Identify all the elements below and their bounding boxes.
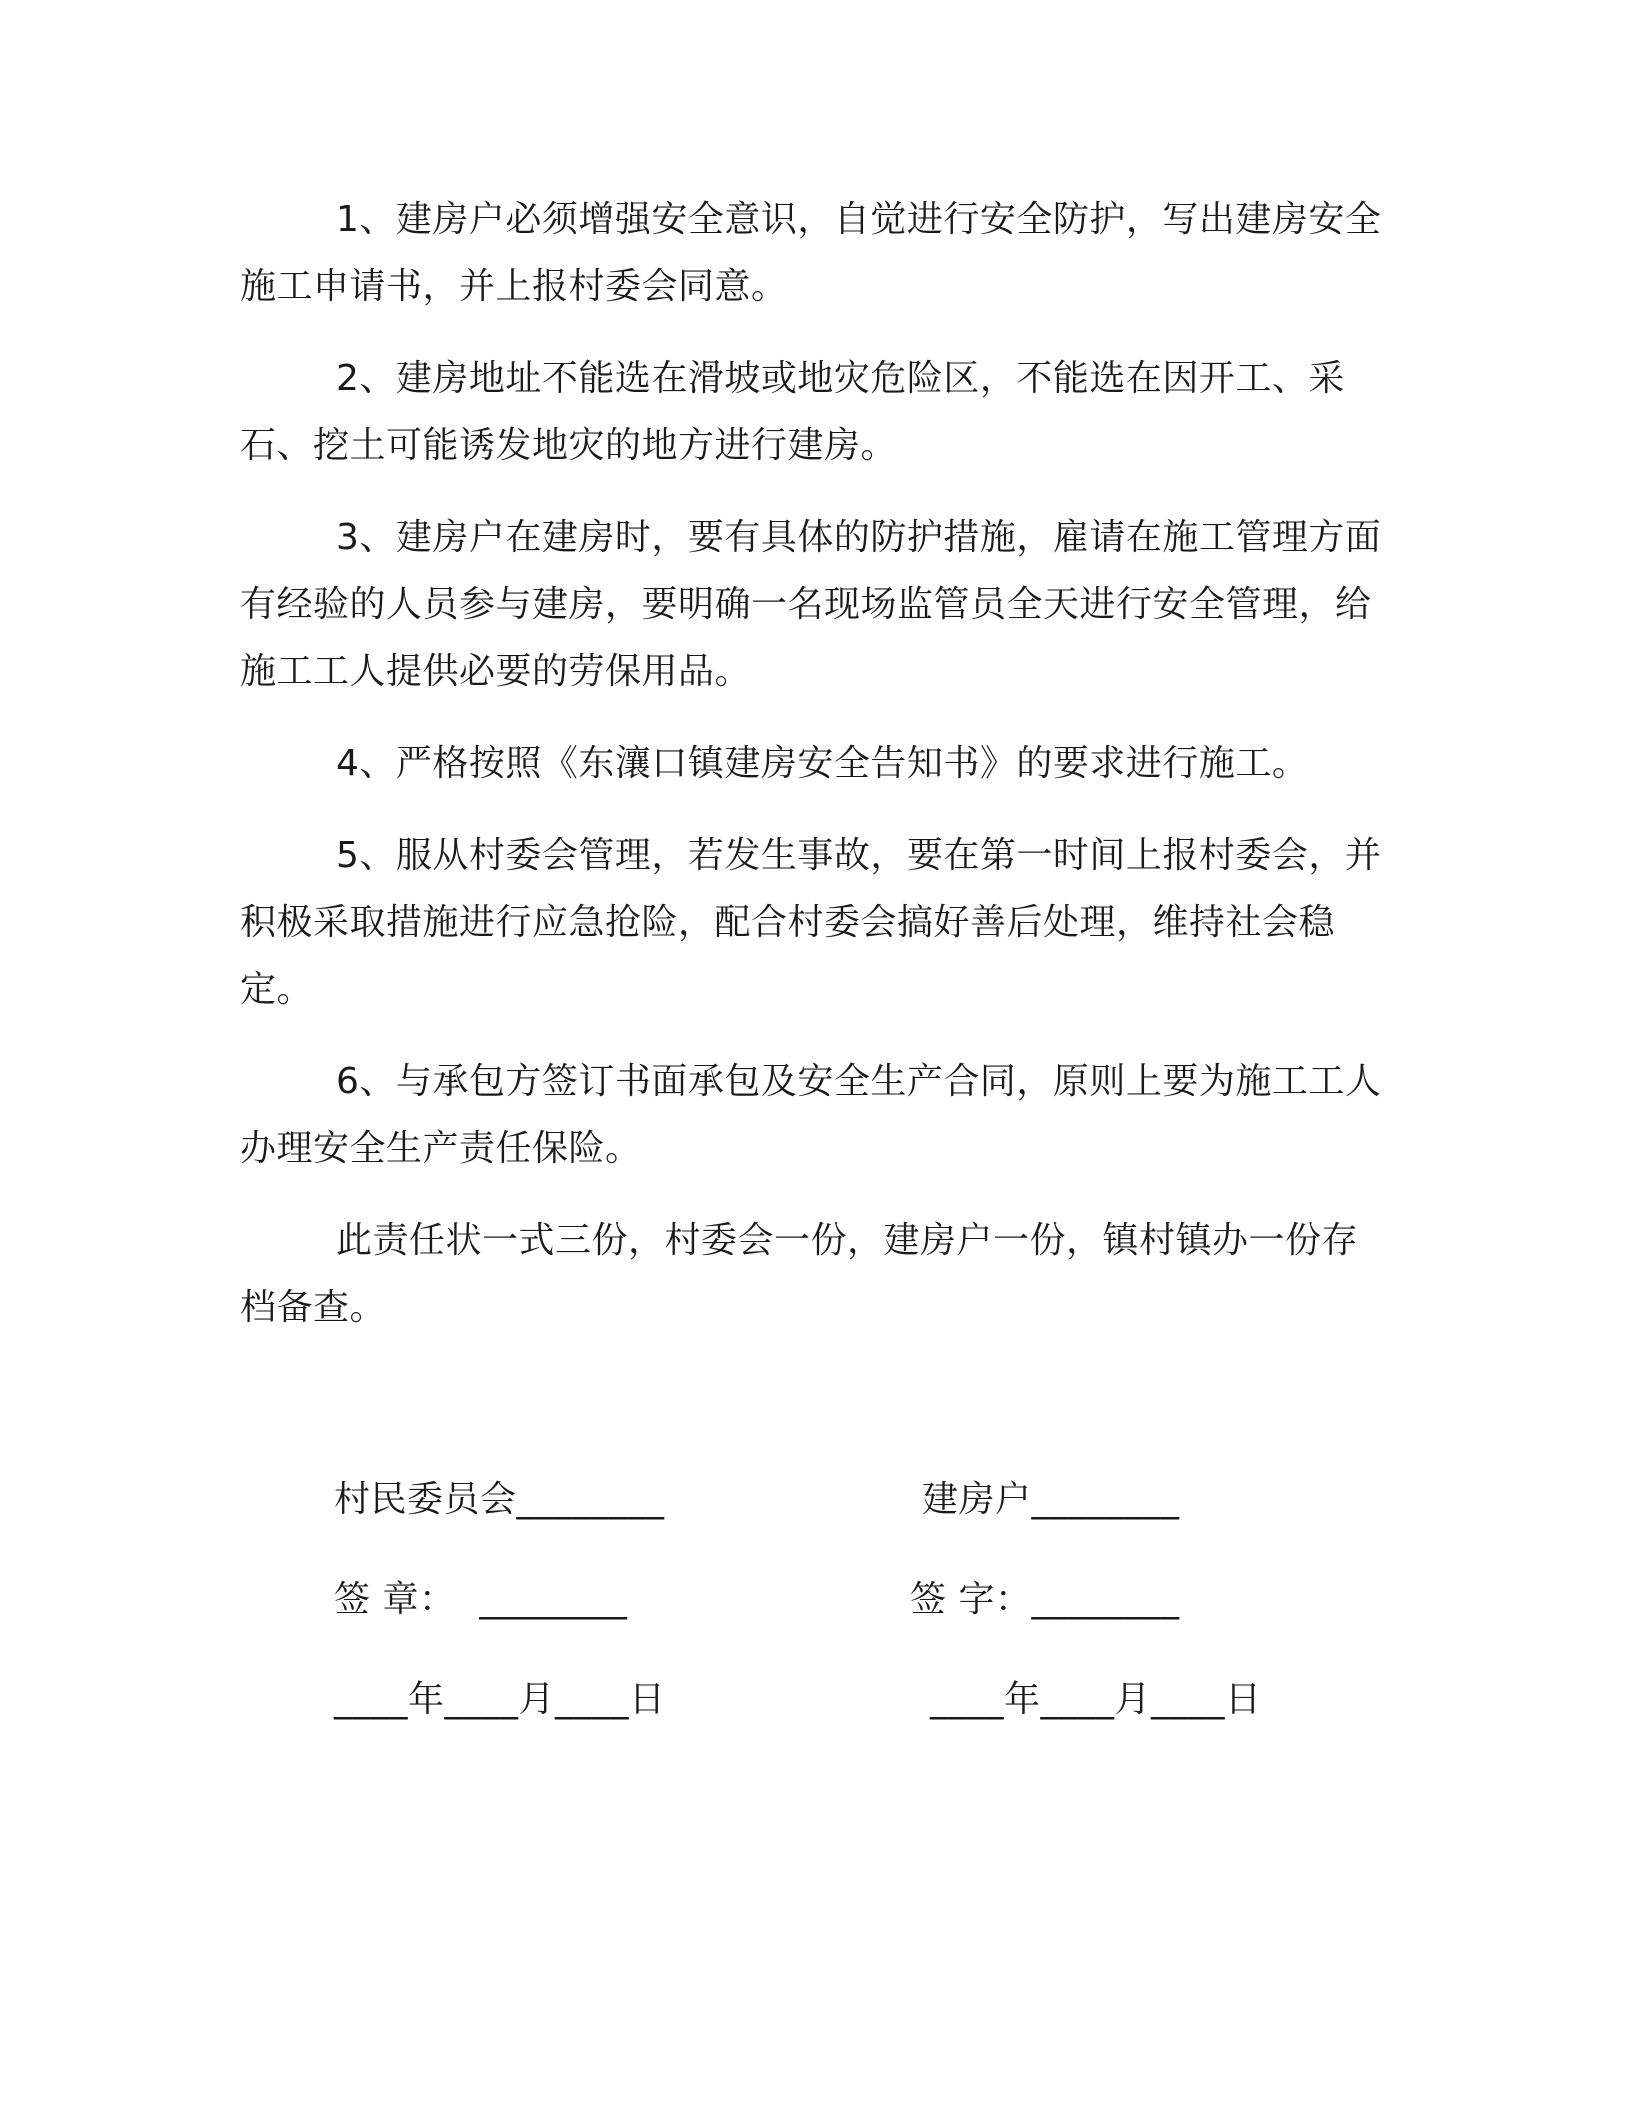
householder-date-line: ____年____月____日 [930,1679,1262,1720]
clause-3: 3、建房户在建房时，要有具体的防护措施，雇请在施工管理方面有经验的人员参与建房，要明确一名现场监管员全天进行安全管理，给施工工人提供必要的劳保用品。 [240,517,1382,692]
clause-4: 4、严格按照《东瀼口镇建房安全告知书》的要求进行施工。 [336,743,1309,784]
householder-signature [910,1476,1262,1776]
clause-5: 5、服从村委会管理，若发生事故，要在第一时间上报村委会，并积极采取措施进行应急抢险，配合村委会搞好善后处理，维持社会稳定。 [240,835,1382,1010]
village-committee-seal-line: 签 章： ________ [334,1579,628,1620]
village-committee-date-line: ____年____月____日 [334,1679,666,1720]
clause-1: 1、建房户必须增强安全意识，自觉进行安全防护，写出建房安全施工申请书，并上报村委会同意。 [240,199,1382,307]
village-committee-signature [334,1476,666,1776]
signature-block [0,1476,1632,1776]
copies-note: 此责任状一式三份，村委会一份，建房户一份，镇村镇办一份存档备查。 [240,1220,1359,1328]
householder-sign-line: 签 字：________ [910,1579,1180,1620]
document-body [240,186,1390,1366]
householder-line: 建房户________ [922,1479,1180,1520]
village-committee-line: 村民委员会________ [334,1479,665,1520]
clause-6: 6、与承包方签订书面承包及安全生产合同，原则上要为施工工人办理安全生产责任保险。 [240,1061,1382,1169]
clause-2: 2、建房地址不能选在滑坡或地灾危险区，不能选在因开工、采石、挖土可能诱发地灾的地方进行建房。 [240,358,1345,466]
